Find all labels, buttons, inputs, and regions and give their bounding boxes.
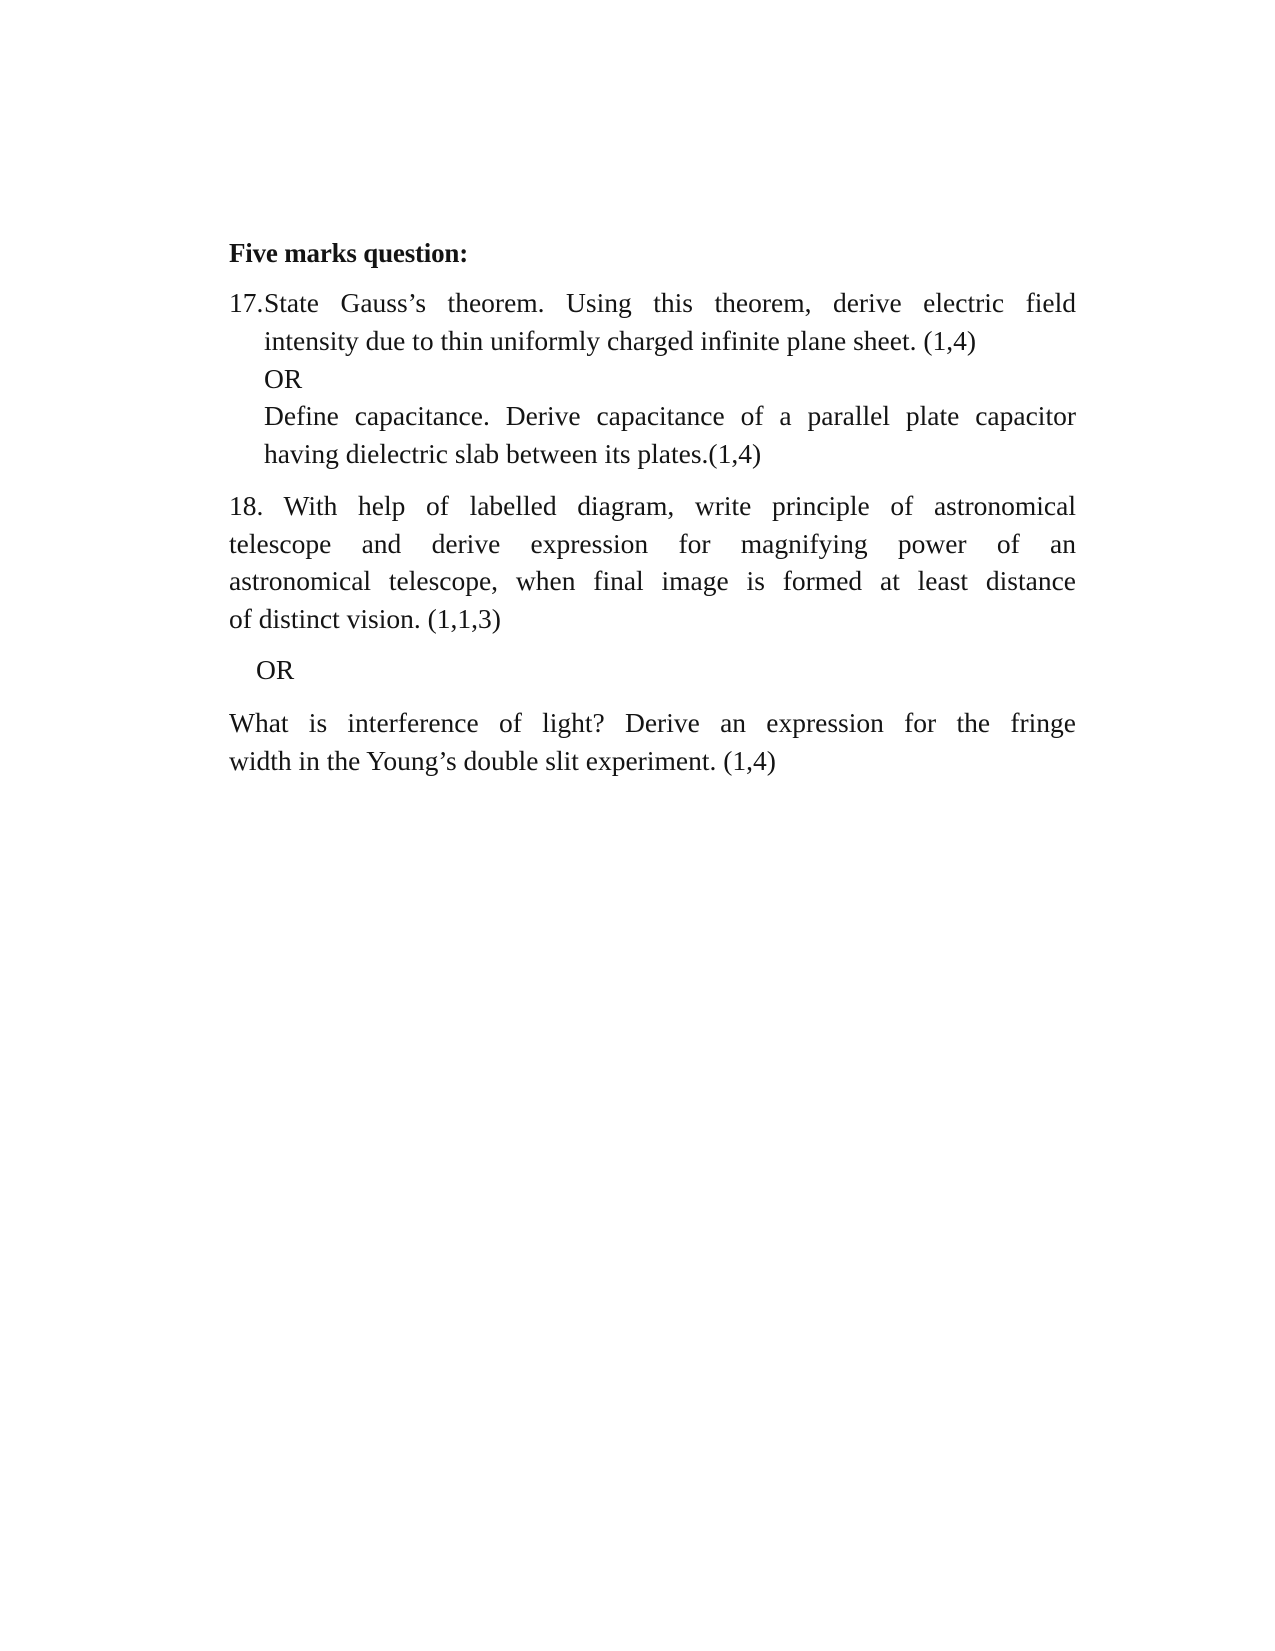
alternative-line: width in the Young’s double slit experiment. (1,4) [229, 745, 776, 776]
section-heading: Five marks question: [229, 238, 469, 268]
or-label: OR [264, 363, 303, 394]
question-line: State Gauss’s theorem. Using this theorem, derive electric field [264, 287, 1076, 318]
question-line: intensity due to thin uniformly charged infinite plane sheet. (1,4) [264, 325, 977, 356]
question-line: 18. With help of labelled diagram, write principle of astronomical [229, 490, 1076, 521]
alternative-line: Define capacitance. Derive capacitance of a parallel plate capacitor [264, 400, 1076, 431]
question-line: telescope and derive expression for magnifying power of an [229, 528, 1076, 559]
alternative-line: having dielectric slab between its plates.(1,4) [264, 438, 762, 469]
or-label: OR [256, 654, 295, 685]
question-line: of distinct vision. (1,1,3) [229, 603, 501, 634]
alternative-line: What is interference of light? Derive an expression for the fringe [229, 707, 1076, 738]
question-line: astronomical telescope, when final image is formed at least distance [229, 565, 1076, 596]
question-number: 17. [229, 287, 264, 318]
